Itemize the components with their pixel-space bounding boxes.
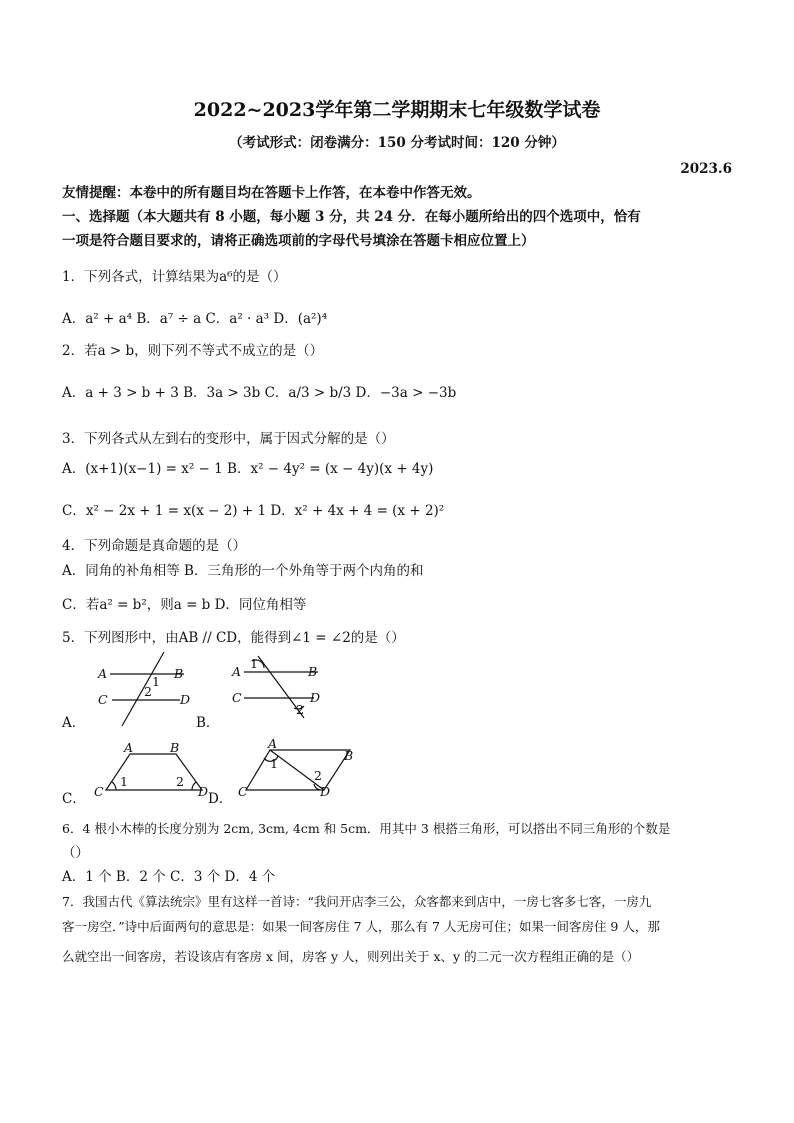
notice: 友情提醒：本卷中的所有题目均在答题卡上作答，在本卷中作答无效。 (62, 185, 481, 201)
fig-a-angle-2: 2 (144, 684, 152, 699)
q2-stem: 2．若a > b，则下列不等式不成立的是（） (62, 343, 324, 359)
fig-a-label-c: C (98, 692, 108, 707)
q5-figure-b (230, 652, 330, 726)
fig-b-label-d: D (310, 690, 321, 705)
fig-b-angle-2: 2 (296, 702, 304, 717)
q5-label-c: C． (62, 791, 86, 807)
q4-options-cd: C．若a² = b²，则a = b D．同位角相等 (62, 597, 307, 613)
q5-figure-d (238, 738, 360, 800)
fig-c-angle-arc-2 (192, 782, 196, 790)
fig-d-label-a: A (268, 738, 278, 751)
q4-stem: 4．下列命题是真命题的是（） (62, 538, 247, 554)
fig-d-label-c: C (238, 784, 248, 799)
q5-label-a: A． (62, 715, 86, 731)
q2-options: A．a + 3 > b + 3 B．3a > 3b C．a/3 > b/3 D．−3a > −3b (62, 385, 457, 401)
fig-d-angle-1: 1 (270, 756, 278, 771)
q6-stem-line2: （） (62, 845, 89, 861)
section1-heading-line1: 一、选择题（本大题共有 8 小题，每小题 3 分，共 24 分．在每小题所给出的四个选项中，恰有 (62, 209, 641, 225)
fig-b-label-a: A (232, 664, 242, 679)
fig-c-angle-2: 2 (176, 774, 184, 789)
fig-b-label-c: C (232, 690, 242, 705)
q5-label-b: B． (196, 715, 220, 731)
q1-stem: 1．下列各式，计算结果为a⁶的是（） (62, 269, 287, 285)
q5-figure-c (90, 742, 214, 802)
q4-options-ab: A．同角的补角相等 B．三角形的一个外角等于两个内角的和 (62, 563, 424, 579)
q3-options-ab: A．(x+1)(x−1) = x² − 1 B．x² − 4y² = (x − 4y)(x + 4y) (62, 461, 434, 477)
q7-line3: 么就空出一间客房，若设该店有客房 x 间，房客 y 人，则列出关于 x、y 的二元一次方程组正确的是（） (62, 949, 640, 964)
fig-d-label-b: B (344, 748, 354, 763)
fig-d-angle-2: 2 (314, 768, 322, 783)
fig-c-label-a: A (124, 742, 134, 755)
q3-options-cd: C．x² − 2x + 1 = x(x − 2) + 1 D．x² + 4x + 4 = (x + 2)² (62, 503, 445, 519)
fig-a-label-d: D (180, 692, 191, 707)
q5-label-d: D． (208, 791, 233, 807)
q5-figure-a (92, 648, 196, 730)
fig-c-angle-arc-1 (112, 782, 116, 790)
q5-stem: 5．下列图形中，由AB // CD，能得到∠1 = ∠2的是（） (62, 630, 405, 646)
q7-line1: 7．我国古代《算法统宗》里有这样一首诗：“我问开店李三公，众客都来到店中，一房七客多七客，一房九 (62, 894, 652, 909)
q7-line2: 客一房空．”诗中后面两句的意思是：如果一间客房住 7 人，那么有 7 人无房可住；如果一间客房住 9 人，那 (62, 919, 660, 934)
fig-c-label-c: C (94, 784, 104, 799)
exam-title: 2022~2023学年第二学期期末七年级数学试卷 (193, 99, 601, 121)
fig-a-label-b: B (174, 666, 184, 681)
fig-a-label-a: A (98, 666, 108, 681)
fig-c-label-d: D (198, 784, 209, 799)
fig-c-label-b: B (170, 742, 180, 755)
section1-heading-line2: 一项是符合题目要求的，请将正确选项前的字母代号填涂在答题卡相应位置上） (62, 233, 535, 249)
fig-d-label-d: D (320, 784, 331, 799)
fig-c-angle-1: 1 (120, 774, 128, 789)
fig-a-transversal (122, 652, 164, 726)
q1-options: A．a² + a⁴ B．a⁷ ÷ a C．a² · a³ D．(a²)⁴ (62, 311, 328, 327)
fig-b-label-b: B (308, 664, 318, 679)
fig-a-angle-1: 1 (152, 674, 160, 689)
q6-stem-line1: 6．4 根小木棒的长度分别为 2cm, 3cm, 4cm 和 5cm．用其中 3 根搭三角形，可以搭出不同三角形的个数是 (62, 821, 671, 836)
exam-date: 2023.6 (680, 161, 732, 177)
q3-stem: 3．下列各式从左到右的变形中，属于因式分解的是（） (62, 431, 395, 447)
exam-subtitle: （考试形式：闭卷满分：150 分考试时间：120 分钟） (229, 135, 565, 151)
fig-b-angle-1: 1 (250, 656, 258, 671)
q6-options: A．1 个 B．2 个 C．3 个 D．4 个 (62, 869, 276, 885)
